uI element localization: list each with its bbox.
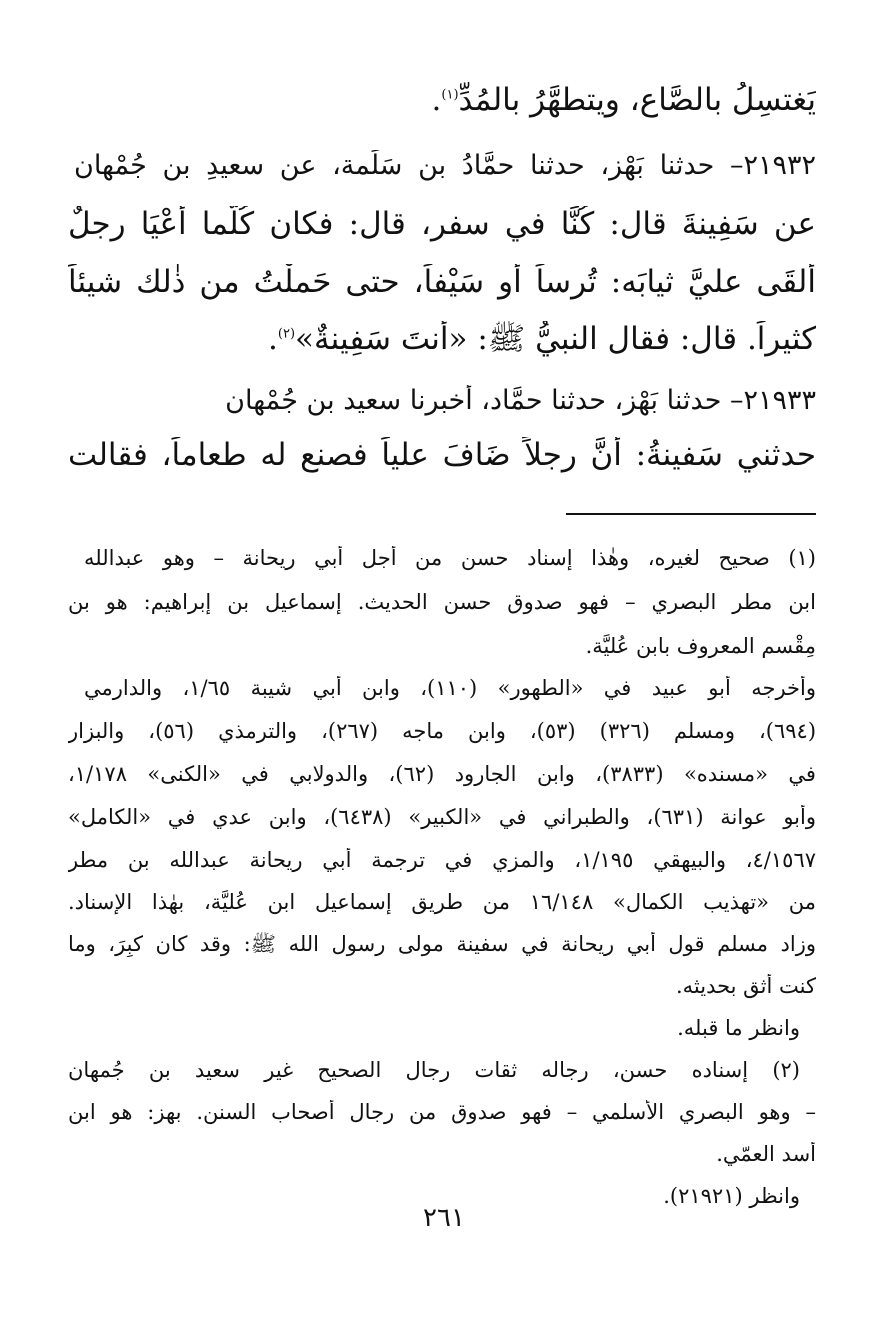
footnote-line-1: (١) صحيح لغيره، وهٰذا إسناد حسن من أجل أبي ريحانة – وهو عبدالله [84, 546, 816, 570]
hadith-heading-21932: ٢١٩٣٢– حدثنا بَهْز، حدثنا حمَّادُ بن سَلَمة، عن سعيدِ بن جُمْهان [74, 150, 816, 181]
footnote-line-15: أسد العمّي. [716, 1142, 816, 1166]
hadith-heading-21933: ٢١٩٣٣– حدثنا بَهْز، حدثنا حمَّاد، أخبرنا سعيد بن جُمْهان [225, 385, 816, 416]
text-line-7: حدثني سَفينةُ: أنَّ رجلاً ضَافَ علياً فصنع له طعاماً، فقالت [68, 437, 816, 473]
footnote-line-16: وانظر (٢١٩٢١). [663, 1184, 800, 1208]
footnote-line-6: في «مسنده» (٣٨٣٣)، وابن الجارود (٦٢)، والدولابي في «الكنى» ١/١٧٨، [68, 762, 816, 786]
footnote-line-9: من «تهذيب الكمال» ١٦/١٤٨ من طريق إسماعيل ابن عُليَّة، بهٰذا الإسناد. [68, 890, 816, 914]
footnote-separator [566, 513, 816, 515]
text-line-3: عن سَفِينةَ قال: كُنَّا في سفر، قال: فكان كُلَّما أَعْيَا رجلٌ [68, 206, 816, 242]
footnote-line-7: وأبو عوانة (٦٣١)، والطبراني في «الكبير» (٦٤٣٨)، وابن عدي في «الكامل» [68, 805, 816, 829]
text-line-1: يَغتسِلُ بالصَّاعِ، ويتطهَّرُ بالمُدِّ$^{(١)}$. [431, 82, 816, 118]
footnote-line-3: مِقْسم المعروف بابن عُليَّة. [585, 634, 816, 658]
footnote-marker-1: (١) [441, 87, 459, 103]
footnote-marker-2: (٢) [277, 326, 296, 342]
footnote-line-11: كنت أثق بحديثه. [675, 974, 816, 998]
footnote-line-12: وانظر ما قبله. [677, 1016, 800, 1040]
text-line-4: أَلقَى عليَّ ثيابَه: تُرساً أو سَيْفاً، حتى حَملْتُ من ذٰلك شيئاً [68, 264, 816, 300]
footnote-line-4: وأخرجه أبو عبيد في «الطهور» (١١٠)، وابن أبي شيبة ١/٦٥، والدارمي [84, 676, 816, 700]
footnote-line-8: ٤/١٥٦٧، والبيهقي ١/١٩٥، والمزي في ترجمة أبي ريحانة عبدالله بن مطر [68, 848, 816, 872]
footnote-line-10: وزاد مسلم قول أبي ريحانة في سفينة مولى رسول الله ﷺ: وقد كان كبِرَ، وما [68, 932, 816, 956]
footnote-line-14: – وهو البصري الأسلمي – فهو صدوق من رجال أصحاب السنن. بهز: هو ابن [68, 1100, 816, 1124]
footnote-line-13: (٢) إسناده حسن، رجاله ثقات رجال الصحيح غير سعيد بن جُمهان [68, 1058, 800, 1082]
footnote-line-2: ابن مطر البصري – فهو صدوق حسن الحديث. إسماعيل بن إبراهيم: هو بن [68, 590, 816, 614]
text-line-5: كثيراً. قال: فقال النبيُّ ﷺ: «أنتَ سَفِينةٌ»$^{(٢)}$. [268, 321, 816, 357]
footnote-line-5: (٦٩٤)، ومسلم (٣٢٦) (٥٣)، وابن ماجه (٢٦٧)، والترمذي (٥٦)، والبزار [68, 719, 816, 743]
page-number: ٢٦١ [423, 1203, 465, 1233]
